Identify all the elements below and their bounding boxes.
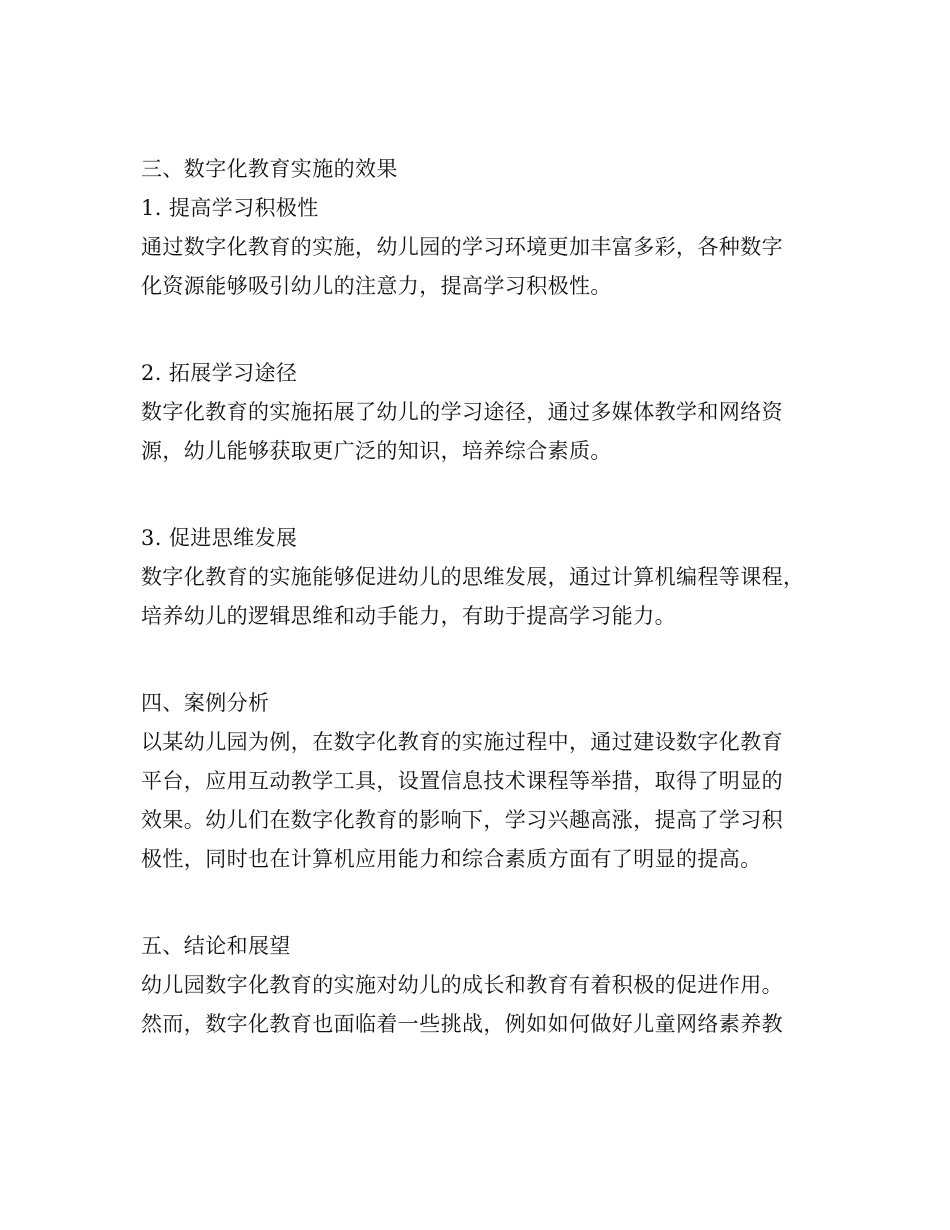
paragraph-line: 平台，应用互动教学工具，设置信息技术课程等举措，取得了明显的 [141, 769, 783, 793]
paragraph-line: 源，幼儿能够获取更广泛的知识，培养综合素质。 [141, 439, 612, 463]
paragraph-line: 幼儿园数字化教育的实施对幼儿的成长和教育有着积极的促进作用。 [141, 973, 783, 997]
document-body [141, 150, 841, 1044]
paragraph-gap [141, 471, 841, 519]
paragraph-line: 数字化教育的实施能够促进幼儿的思维发展，通过计算机编程等课程， [141, 565, 805, 589]
section-heading-effects: 三、数字化教育实施的效果 [141, 157, 398, 181]
section-heading-conclusion: 五、结论和展望 [141, 934, 291, 958]
paragraph-line: 培养幼儿的逻辑思维和动手能力，有助于提高学习能力。 [141, 604, 676, 628]
paragraph-line: 化资源能够吸引幼儿的注意力，提高学习积极性。 [141, 274, 612, 298]
paragraph-line: 以某幼儿园为例，在数字化教育的实施过程中，通过建设数字化教育 [141, 730, 783, 754]
paragraph-line: 效果。幼儿们在数字化教育的影响下，学习兴趣高涨，提高了学习积 [141, 808, 783, 832]
paragraph-line: 极性，同时也在计算机应用能力和综合素质方面有了明显的提高。 [141, 847, 762, 871]
paragraph-line: 通过数字化教育的实施，幼儿园的学习环境更加丰富多彩，各种数字 [141, 235, 783, 259]
paragraph-gap [141, 306, 841, 354]
paragraph-line: 数字化教育的实施拓展了幼儿的学习途径，通过多媒体教学和网络资 [141, 400, 783, 424]
subsection-title-1: 1. 提高学习积极性 [141, 196, 319, 220]
paragraph-gap [141, 636, 841, 684]
subsection-title-3: 3. 促进思维发展 [141, 526, 298, 550]
paragraph-line: 然而，数字化教育也面临着一些挑战，例如如何做好儿童网络素养教 [141, 1012, 783, 1036]
section-heading-case-study: 四、案例分析 [141, 691, 270, 715]
subsection-title-2: 2. 拓展学习途径 [141, 361, 298, 385]
paragraph-gap [141, 879, 841, 927]
